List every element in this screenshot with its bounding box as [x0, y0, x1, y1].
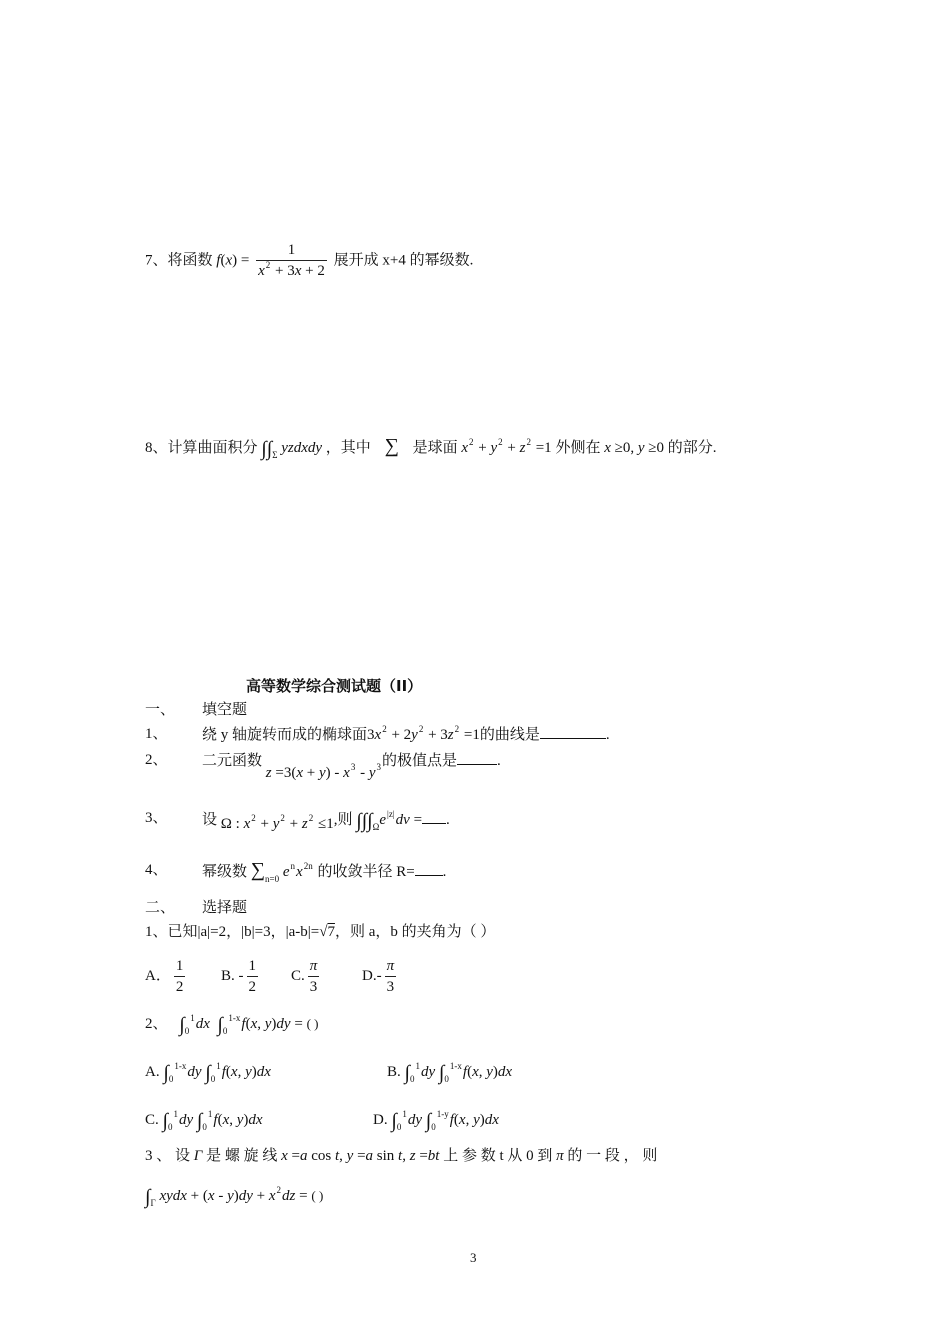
section-title: 高等数学综合测试题（II）: [246, 677, 423, 695]
iterated-integral: $\int_0^1dx$ $\int_0^{1-x}f(x$, y)dy =: [179, 1013, 303, 1036]
question-8: 8、计算曲面积分 $\int\int_\Sigma$ yzdxdy ，其中 ∑ 是球面 $x^2 + y^2 + z^2 =1$ 外侧在 x ≥0, y ≥0 的部分.: [145, 435, 717, 460]
choice-item-2: 2、 $\int_0^1dx$ $\int_0^{1-x}f(x$, y)dy = ( ): [145, 1013, 319, 1036]
part-2-heading: 二、 选择题: [145, 900, 248, 916]
helix-equation: x =a cos t, y =a sin t, z =bt: [281, 1148, 440, 1164]
power-series: $\sum_{n=0}$ $e^nx^{2n}$: [250, 859, 313, 884]
answer-blank: [457, 750, 497, 765]
q7-function: f: [216, 252, 221, 269]
choice-2-row-ab: [145, 1060, 513, 1084]
choice-3-integral: $\int_\Gamma$ xydx + $(x - y)dy + x^2dz$ = ( ): [145, 1185, 324, 1208]
option-a: A. $\int_0^{1-x}dy$ $\int_0^1f(x$, y)dx: [145, 1061, 271, 1084]
sphere-equation: $x^2 + y^2 + z^2 =1$: [461, 437, 556, 456]
triple-integral: $\int\int\int_\Omega e^{|z|}dv$ =: [356, 809, 423, 832]
gamma-symbol: Γ: [193, 1148, 203, 1164]
option-d: D. $\int_0^1dy$ $\int_0^{1-y}f(x$, y)dx: [373, 1109, 499, 1132]
fill-item-3: 3、 设 Ω : $x^2 + y^2 + z^2 \le 1$,则 $\int\int\int_\Omega e^{|z|}dv$ = .: [145, 809, 450, 832]
option-b: B. - $\frac{1}{2}$: [221, 958, 256, 995]
choice-2-row-cd: [145, 1108, 499, 1132]
q8-number: 8、计算曲面积分: [145, 440, 258, 456]
q7-number: 7、将函数: [145, 252, 213, 269]
surface-integral: $\int\int_\Sigma$ yzdxdy: [261, 438, 323, 460]
choice-1-options: [145, 956, 395, 997]
q8-region: x ≥0, y ≥0: [604, 440, 665, 456]
answer-blank: [422, 809, 446, 824]
q7-fraction: $\frac{1}{x^2 + 3x + 2}$: [256, 240, 327, 282]
option-c: C. $\int_0^1dy$ $\int_0^1f(x$, y)dx: [145, 1109, 263, 1132]
part-1-heading: 一、 填空题: [145, 702, 248, 718]
question-7: 7、将函数 f(x) = $\frac{1}{x^2 + 3x + 2}$ 展开成 x+4 的幂级数.: [145, 240, 473, 282]
answer-blank: [415, 861, 443, 876]
fill-item-2: 2、 二元函数 $z =3(x + y) - x^3 - y^3$的极值点是 .: [145, 752, 501, 781]
sqrt-seven: √7: [319, 924, 335, 940]
option-c: C. $\frac{\pi}{3}$: [291, 958, 318, 995]
choice-item-1: 1、已知|a|=2，|b|=3，|a-b|=√7，则 a，b 的夹角为（ ）: [145, 924, 496, 940]
option-a: A． $\frac{1}{2}$: [145, 958, 184, 995]
option-b: B. $\int_0^1dy$ $\int_0^{1-x}f(x$, y)dx: [387, 1061, 513, 1084]
sigma-symbol: ∑: [384, 435, 399, 457]
fill-item-4: 4、 幂级数 $\sum_{n=0}$ $e^nx^{2n}$ 的收敛半径 R= .: [145, 859, 447, 884]
page-number: 3: [470, 1250, 477, 1265]
q7-text: 展开成 x+4 的幂级数.: [333, 252, 474, 269]
line-integral: $\int_\Gamma$ xydx + $(x - y)dy + x^2dz$ =: [145, 1185, 308, 1208]
answer-blank: [540, 724, 606, 739]
fill-item-1: 1、 绕 y 轴旋转而成的椭球面$3x^2 + 2y^2 + 3z^2 =1$的曲线是 .: [145, 724, 610, 743]
choice-item-3: 3 、 设 Γ 是 螺 旋 线 x =a cos t, y =a sin t, z =bt 上 参 数 t 从 0 到 π 的 一 段 ， 则: [145, 1148, 658, 1164]
option-d: D.- $\frac{\pi}{3}$: [362, 958, 395, 995]
